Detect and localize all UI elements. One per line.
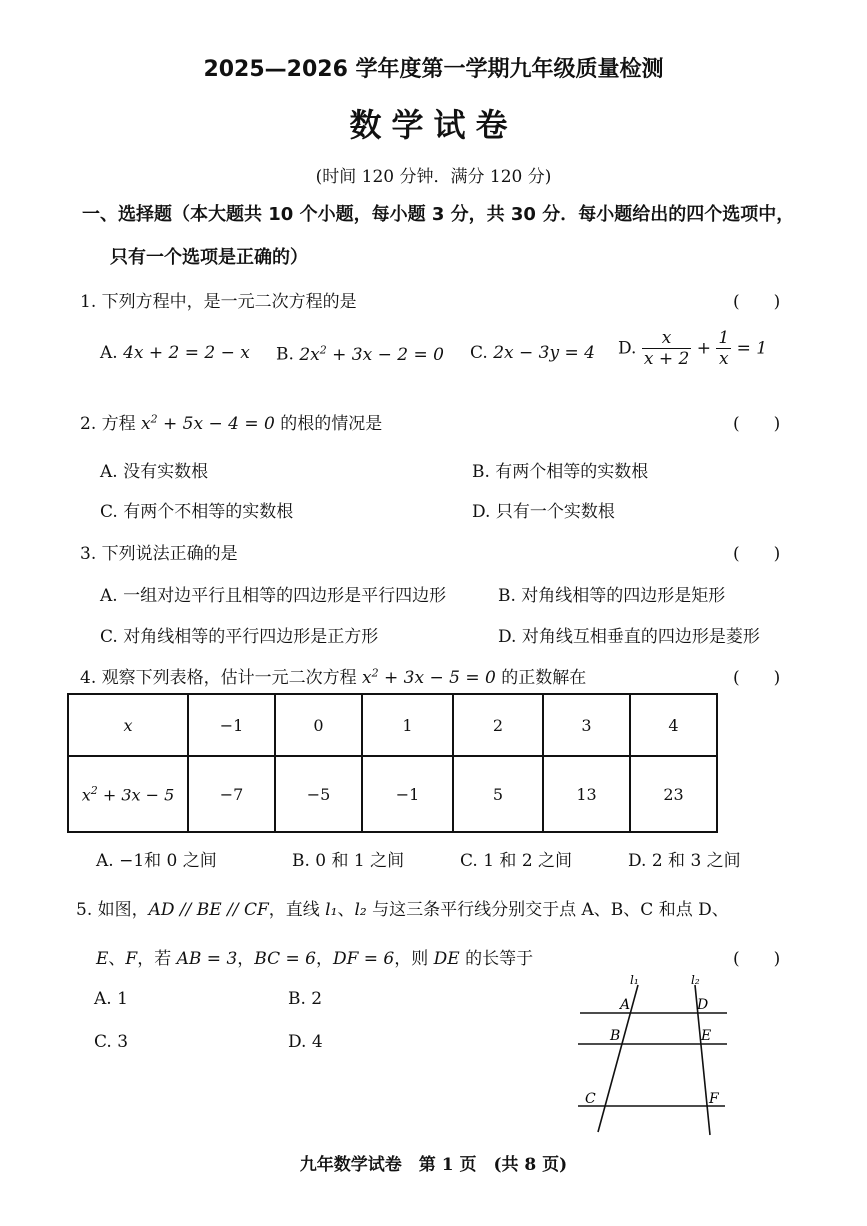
question-1-answer-blank: ( )	[733, 292, 781, 312]
formula-part: + 3x − 2 = 0	[326, 344, 444, 365]
table-cell: 4	[630, 694, 717, 756]
stem-text: ，则	[394, 949, 434, 969]
option-a-formula: 4x + 2 = 2 − x	[123, 343, 250, 363]
target-de: DE	[433, 949, 460, 969]
condition-bc: BC = 6	[254, 949, 316, 969]
formula-part: + 5x − 4 = 0	[157, 414, 275, 434]
fraction-2	[716, 328, 731, 369]
question-3-option-b: B. 对角线相等的四边形是矩形	[498, 586, 726, 606]
table-cell: 1	[362, 694, 453, 756]
question-4-option-c: C. 1 和 2 之间	[460, 851, 573, 871]
table-row	[68, 756, 717, 832]
formula-exponent: 2	[319, 343, 327, 356]
table-cell: 0	[275, 694, 362, 756]
stem-text: 的长等于	[459, 949, 534, 969]
condition-ab: AB = 3	[176, 949, 238, 969]
question-4-answer-blank: ( )	[733, 668, 781, 688]
label-point-f: F	[709, 1091, 719, 1107]
label-l1: l₁	[630, 973, 639, 987]
fraction-numerator: x	[642, 328, 691, 349]
question-1-option-a	[100, 343, 250, 363]
stem-text: 2. 方程	[80, 414, 142, 434]
fraction-denominator: x	[718, 349, 729, 369]
question-5-option-c: C. 3	[94, 1032, 129, 1052]
value-table	[67, 693, 718, 833]
stem-formula	[141, 414, 275, 434]
option-b-formula	[299, 345, 444, 365]
question-2-answer-blank: ( )	[733, 414, 781, 434]
plus-sign: +	[696, 338, 711, 359]
question-1-stem: 1. 下列方程中，是一元二次方程的是	[80, 292, 357, 312]
point-e: E	[96, 949, 109, 969]
stem-text: 的根的情况是	[274, 414, 383, 434]
question-3-option-a: A. 一组对边平行且相等的四边形是平行四边形	[100, 586, 447, 606]
table-cell: −7	[188, 756, 275, 832]
question-2-option-b: B. 有两个相等的实数根	[472, 462, 649, 482]
line-l2-label: l₂	[354, 900, 367, 920]
stem-formula: AD // BE // CF	[148, 900, 269, 920]
stem-text: ，直线	[268, 900, 326, 920]
fraction-denominator: x + 2	[643, 349, 690, 369]
question-4-option-a: A. −1和 0 之间	[96, 851, 217, 871]
question-3-option-d: D. 对角线互相垂直的四边形是菱形	[498, 627, 760, 647]
option-label: A.	[100, 343, 118, 363]
section-heading: 一、选择题（本大题共 10 个小题，每小题 3 分，共 30 分．每小题给出的四个选项中，	[82, 204, 795, 225]
formula-exponent: 2	[371, 666, 379, 680]
question-5-option-d: D. 4	[288, 1032, 323, 1052]
formula-part: 2x	[299, 344, 320, 365]
label-point-b: B	[610, 1028, 621, 1044]
stem-text: 的正数解在	[495, 668, 587, 688]
parallel-lines-figure	[570, 970, 740, 1140]
table-cell: 3	[543, 694, 630, 756]
line-l1-label: l₁	[325, 900, 338, 920]
equals-one: = 1	[736, 338, 768, 359]
table-cell: −1	[188, 694, 275, 756]
option-c-formula: 2x − 3y = 4	[493, 343, 595, 363]
option-label: C.	[470, 343, 488, 363]
stem-text: 、	[108, 949, 126, 969]
question-3-option-c: C. 对角线相等的平行四边形是正方形	[100, 627, 379, 647]
stem-text: 与这三条平行线分别交于点 A、B、C 和点 D、	[366, 900, 729, 920]
transversal-l1	[598, 985, 638, 1132]
point-f: F	[125, 949, 138, 969]
question-2-option-a: A. 没有实数根	[100, 462, 209, 482]
question-2-option-d: D. 只有一个实数根	[472, 502, 615, 522]
option-label: D.	[618, 338, 637, 359]
stem-formula	[362, 668, 496, 688]
formula-part: x	[81, 785, 91, 805]
question-1-option-d	[618, 328, 767, 369]
question-4-stem	[80, 663, 586, 688]
table-cell: 2	[453, 694, 543, 756]
question-4-option-d: D. 2 和 3 之间	[628, 851, 741, 871]
label-l2: l₂	[691, 973, 700, 987]
exam-header-title: 2025—2026 学年度第一学期九年级质量检测	[203, 57, 664, 82]
stem-text: ，	[315, 949, 333, 969]
formula-part: + 3x − 5 = 0	[378, 668, 496, 688]
question-5-answer-blank: ( )	[733, 949, 781, 969]
question-1-option-b	[276, 343, 444, 365]
page-footer: 九年数学试卷 第 1 页 (共 8 页)	[299, 1155, 568, 1175]
question-1-option-c	[470, 343, 595, 363]
question-3-answer-blank: ( )	[733, 544, 781, 564]
question-5-stem-line2	[96, 944, 533, 969]
stem-text: ，若	[137, 949, 177, 969]
table-cell: −5	[275, 756, 362, 832]
stem-text: 4. 观察下列表格，估计一元二次方程	[80, 668, 363, 688]
formula-exponent: 2	[90, 783, 98, 797]
question-4-option-b: B. 0 和 1 之间	[292, 851, 405, 871]
formula-part: x	[362, 668, 372, 688]
label-point-d: D	[697, 997, 709, 1013]
label-point-e: E	[701, 1028, 712, 1044]
fraction-1	[642, 328, 691, 369]
stem-text: 、	[337, 900, 355, 920]
stem-text: 5. 如图，	[76, 900, 149, 920]
table-row-header	[68, 756, 188, 832]
formula-part: x	[141, 414, 151, 434]
section-heading-line2: 只有一个选项是正确的）	[110, 247, 308, 268]
question-5-option-b: B. 2	[288, 989, 323, 1009]
question-5-option-a: A. 1	[94, 989, 128, 1009]
formula-exponent: 2	[150, 412, 158, 426]
question-3-stem: 3. 下列说法正确的是	[80, 544, 238, 564]
question-5-stem-line1	[76, 895, 856, 920]
formula-part: + 3x − 5	[97, 785, 175, 805]
table-row-header: x	[68, 694, 188, 756]
condition-df: DF = 6	[332, 949, 395, 969]
question-2-stem	[80, 409, 382, 434]
question-2-option-c: C. 有两个不相等的实数根	[100, 502, 294, 522]
label-point-a: A	[620, 997, 631, 1013]
table-cell: 13	[543, 756, 630, 832]
option-label: B.	[276, 344, 294, 365]
table-cell: 5	[453, 756, 543, 832]
table-cell: 23	[630, 756, 717, 832]
label-point-c: C	[585, 1091, 596, 1107]
exam-subject-title: 数学试卷	[349, 106, 518, 144]
fraction-numerator: 1	[718, 328, 730, 348]
exam-info: (时间 120 分钟．满分 120 分)	[315, 167, 552, 187]
table-row	[68, 694, 717, 756]
stem-text: ，	[237, 949, 255, 969]
table-cell: −1	[362, 756, 453, 832]
